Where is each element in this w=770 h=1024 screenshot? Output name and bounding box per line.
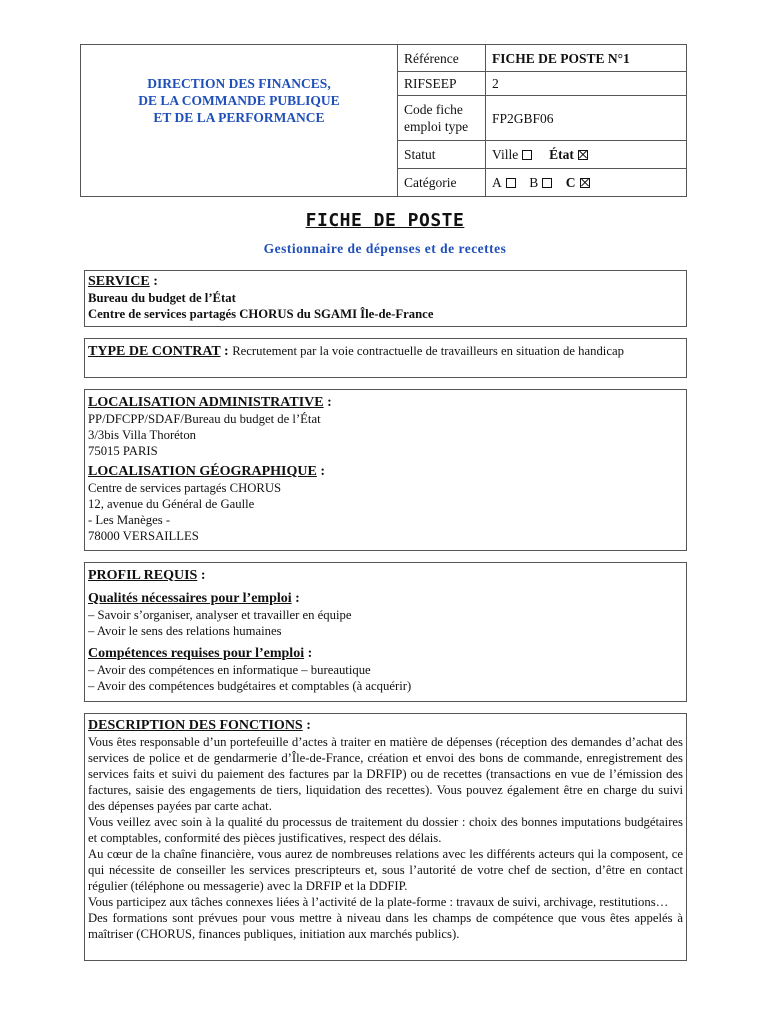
contrat-text: Recrutement par la voie contractuelle de travailleurs en situation de handicap xyxy=(232,344,624,358)
qualites-heading: Qualités nécessaires pour l’emploi xyxy=(88,591,292,606)
geo-line: - Les Manèges - xyxy=(88,513,171,527)
geo-line: 78000 VERSAILLES xyxy=(88,529,199,543)
cat-b-label: B xyxy=(529,175,539,190)
statut-etat-label: État xyxy=(549,147,574,162)
admin-line: 3/3bis Villa Thoréton xyxy=(88,428,197,442)
profil-heading: PROFIL REQUIS xyxy=(88,568,198,583)
cat-a-checkbox[interactable] xyxy=(506,178,516,188)
description-paragraph: Vous êtes responsable d’un portefeuille d’actes à traiter en matière de dépenses (réception des demandes d’achat des services de police et de gendarmerie d’Île-de-France, création et envoi des bons de commande, enregistrement des services faits et suivi du paiement des factures par la DRFIP) ou de recettes (transactions en vue de l’émission des factures, saisie des engagements de tiers, liquidation des recettes). Vous pouvez également être en charge du suivi des dépenses payées par carte achat. xyxy=(88,735,683,813)
header-table xyxy=(80,44,687,197)
statut-ville-label: Ville xyxy=(492,147,519,162)
description-paragraph: Des formations sont prévues pour vous mettre à niveau dans les champs de compétence que vous êtes appelés à maîtriser (CHORUS, finances publiques, initiation aux marchés publics). xyxy=(88,911,683,941)
qualite-item: – Savoir s’organiser, analyser et travailler en équipe xyxy=(88,608,352,622)
code-fiche-label: Code fiche emploi type xyxy=(398,96,486,141)
reference-label: Référence xyxy=(398,45,486,72)
service-section: SERVICE : Bureau du budget de l’État Centre de services partagés CHORUS du SGAMI Île-de-France xyxy=(84,270,687,327)
competences-heading: Compétences requises pour l’emploi xyxy=(88,646,305,661)
statut-value xyxy=(486,141,687,169)
categorie-label: Catégorie xyxy=(398,169,486,197)
cat-a-label: A xyxy=(492,175,502,190)
etat-checkbox[interactable] xyxy=(578,150,588,160)
service-line-2: Centre de services partagés CHORUS du SGAMI Île-de-France xyxy=(88,307,434,321)
page-title: FICHE DE POSTE xyxy=(305,210,465,231)
cat-c-label: C xyxy=(565,175,576,190)
description-paragraph: Vous veillez avec soin à la qualité du processus de traitement du dossier : choix des bonnes imputations budgétaires et comptables, conformité des pièces justificatives, respect des délais. xyxy=(88,815,683,845)
rifseep-value: 2 xyxy=(486,72,687,96)
competence-item: – Avoir des compétences budgétaires et comptables (à acquérir) xyxy=(88,679,412,693)
cat-b-checkbox[interactable] xyxy=(542,178,552,188)
description-heading: DESCRIPTION DES FONCTIONS xyxy=(88,718,303,733)
cat-c-checkbox[interactable] xyxy=(580,178,590,188)
localisation-geo-heading: LOCALISATION GÉOGRAPHIQUE xyxy=(88,464,317,479)
localisation-section: LOCALISATION ADMINISTRATIVE : PP/DFCPP/SDAF/Bureau du budget de l’État 3/3bis Villa Thoréton 75015 PARIS LOCALISATION GÉOGRAPHIQUE : Centre de services partagés CHORUS 12, avenue du Général de Gaulle - Les Manèges - 78000 VERSAILLES xyxy=(84,389,687,551)
profil-section: PROFIL REQUIS : Qualités nécessaires pour l’emploi : – Savoir s’organiser, analyser et travailler en équipe – Avoir le sens des relations humaines Compétences requises pour l’emploi : – Avoir des compétences en informatique – bureautique – Avoir des compétences budgétaires et comptables (à acquérir) xyxy=(84,562,687,702)
statut-label: Statut xyxy=(398,141,486,169)
code-fiche-value: FP2GBF06 xyxy=(486,96,687,141)
contrat-section: TYPE DE CONTRAT : Recrutement par la voie contractuelle de travailleurs en situation de handicap xyxy=(84,338,687,378)
description-paragraph: Au cœur de la chaîne financière, vous aurez de nombreuses relations avec les différents acteurs qui la composent, ce qui nécessite de conseiller les services prescripteurs et, sous l’autorité de votre chef de section, d’être en contact régulier (téléphone ou messagerie) avec la DRFIP et la DDFIP. xyxy=(88,847,683,893)
description-section: DESCRIPTION DES FONCTIONS : Vous êtes responsable d’un portefeuille d’actes à traiter en matière de dépenses (réception des demandes d’achat des services de police et de gendarmerie d’Île-de-France, création et envoi des bons de commande, enregistrement des services faits et suivi du paiement des factures par la DRFIP) ou de recettes (transactions en vue de l’émission des factures, saisie des engagements de tiers, liquidation des recettes). Vous pouvez également être en charge du suivi des dépenses payées par carte achat. Vous veillez avec soin à la qualité du processus de traitement du dossier : choix des bonnes imputations budgétaires et comptables, conformité des pièces justificatives, respect des délais. Au cœur de la chaîne financière, vous aurez de nombreuses relations avec les différents acteurs qui la composent, ce qui nécessite de conseiller les services prescripteurs et, sous l’autorité de votre chef de section, d’être en contact régulier (téléphone ou messagerie) avec la DRFIP et la DDFIP. Vous participez aux tâches connexes liées à l’activité de la plate-forme : travaux de suivi, archivage, restitutions… Des formations sont prévues pour vous mettre à niveau dans les champs de compétence que vous êtes appelés à maîtriser (CHORUS, finances publiques, initiation aux marchés publics). xyxy=(84,713,687,961)
competence-item: – Avoir des compétences en informatique – bureautique xyxy=(88,663,371,677)
geo-line: 12, avenue du Général de Gaulle xyxy=(88,497,255,511)
description-paragraph: Vous participez aux tâches connexes liées à l’activité de la plate-forme : travaux de suivi, archivage, restitutions… xyxy=(88,895,669,909)
service-heading: SERVICE xyxy=(88,274,150,289)
admin-line: PP/DFCPP/SDAF/Bureau du budget de l’État xyxy=(88,412,321,426)
contrat-heading: TYPE DE CONTRAT xyxy=(88,344,221,359)
job-title: Gestionnaire de dépenses et de recettes xyxy=(263,241,507,256)
service-line-1: Bureau du budget de l’État xyxy=(88,291,236,305)
reference-value: FICHE DE POSTE N°1 xyxy=(486,45,687,72)
categorie-value xyxy=(486,169,687,197)
ville-checkbox[interactable] xyxy=(522,150,532,160)
geo-line: Centre de services partagés CHORUS xyxy=(88,481,282,495)
qualite-item: – Avoir le sens des relations humaines xyxy=(88,624,282,638)
rifseep-label: RIFSEEP xyxy=(398,72,486,96)
localisation-admin-heading: LOCALISATION ADMINISTRATIVE xyxy=(88,395,324,410)
admin-line: 75015 PARIS xyxy=(88,444,158,458)
direction-name: DIRECTION DES FINANCES, DE LA COMMANDE PUBLIQUE ET DE LA PERFORMANCE xyxy=(81,45,398,197)
